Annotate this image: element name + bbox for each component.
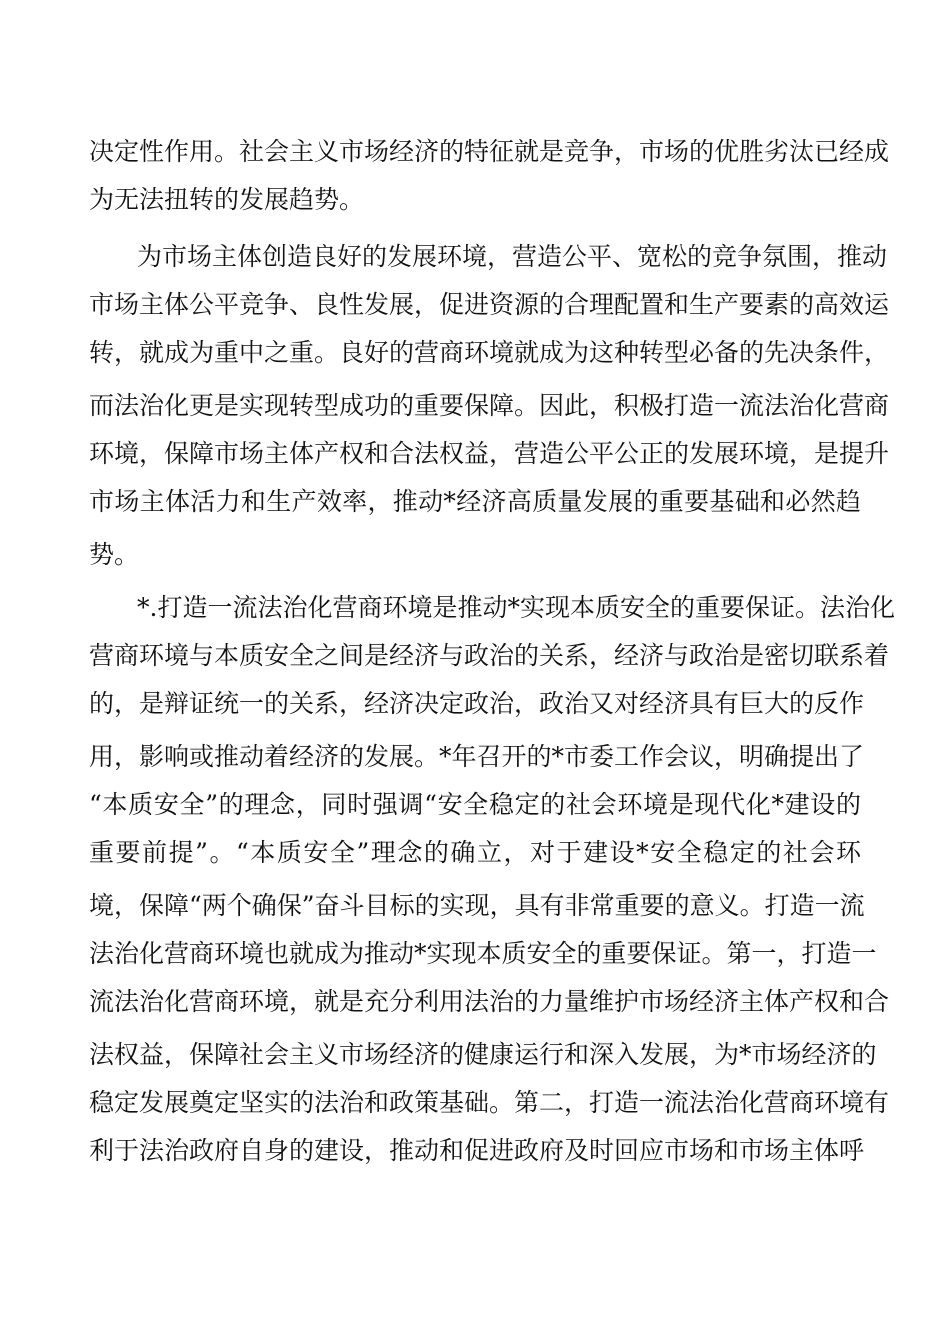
text-line-content: 势。 xyxy=(89,540,140,569)
text-line xyxy=(0,1081,950,1125)
text-line-content: 利于法治政府自身的建设，推动和促进政府及时回应市场和市场主体呼 xyxy=(89,1136,865,1165)
text-line-content: 法治化营商环境也就成为推动*实现本质安全的重要保证。第一，打造一 xyxy=(89,939,877,968)
text-line-content: 转，就成为重中之重。良好的营商环境就成为这种转型必备的先决条件， xyxy=(89,338,890,367)
text-line xyxy=(0,634,950,678)
text-line xyxy=(0,178,950,222)
text-line xyxy=(0,1129,950,1173)
text-line-content: 营商环境与本质安全之间是经济与政治的关系，经济与政治是密切联系着 xyxy=(89,641,890,670)
text-line xyxy=(0,130,950,174)
text-line-content: 的，是辩证统一的关系，经济决定政治，政治又对经济具有巨大的反作 xyxy=(89,689,865,718)
text-line xyxy=(0,384,950,428)
text-line xyxy=(0,586,950,630)
text-line-content: 而法治化更是实现转型成功的重要保障。因此，积极打造一流法治化营商 xyxy=(89,391,890,420)
text-line xyxy=(0,932,950,976)
text-line-content: 用，影响或推动着经济的发展。*年召开的*市委工作会议，明确提出了 xyxy=(89,742,865,771)
text-line xyxy=(0,980,950,1024)
text-line-content: “本质安全”的理念，同时强调“安全稳定的社会环境是现代化*建设的 xyxy=(89,790,861,819)
text-line xyxy=(0,432,950,476)
text-line-content: 稳定发展奠定坚实的法治和政策基础。第二，打造一流法治化营商环境有 xyxy=(89,1088,890,1117)
text-line-content: 市场主体公平竞争、良性发展，促进资源的合理配置和生产要素的高效运 xyxy=(89,290,890,319)
text-line-content: 市场主体活力和生产效率，推动*经济高质量发展的重要基础和必然趋 xyxy=(89,487,861,516)
text-line-content: 流法治化营商环境，就是充分利用法治的力量维护市场经济主体产权和合 xyxy=(89,987,890,1016)
text-line xyxy=(0,235,950,279)
text-line xyxy=(0,331,950,375)
text-line xyxy=(0,831,950,875)
text-line-content: 法权益，保障社会主义市场经济的健康运行和深入发展，为*市场经济的 xyxy=(89,1040,877,1069)
text-line xyxy=(0,682,950,726)
text-line-content: 境，保障“两个确保”奋斗目标的实现，具有非常重要的意义。打造一流 xyxy=(89,891,865,920)
text-line xyxy=(0,283,950,327)
text-line-content: 决定性作用。社会主义市场经济的特征就是竞争，市场的优胜劣汰已经成 xyxy=(89,137,890,166)
text-line xyxy=(0,884,950,928)
text-line-content: 环境，保障市场主体产权和合法权益，营造公平公正的发展环境，是提升 xyxy=(89,439,890,468)
text-line-content: 为市场主体创造良好的发展环境，营造公平、宽松的竞争氛围，推动 xyxy=(137,242,888,271)
text-line xyxy=(0,480,950,524)
text-line-content: *.打造一流法治化营商环境是推动*实现本质安全的重要保证。法治化 xyxy=(137,593,895,622)
text-line-content: 重要前提”。“本质安全”理念的确立，对于建设*安全稳定的社会环 xyxy=(89,838,861,867)
text-line xyxy=(0,1033,950,1077)
text-line xyxy=(0,783,950,827)
text-line xyxy=(0,533,950,577)
text-line-content: 为无法扭转的发展趋势。 xyxy=(89,185,365,214)
text-line xyxy=(0,735,950,779)
